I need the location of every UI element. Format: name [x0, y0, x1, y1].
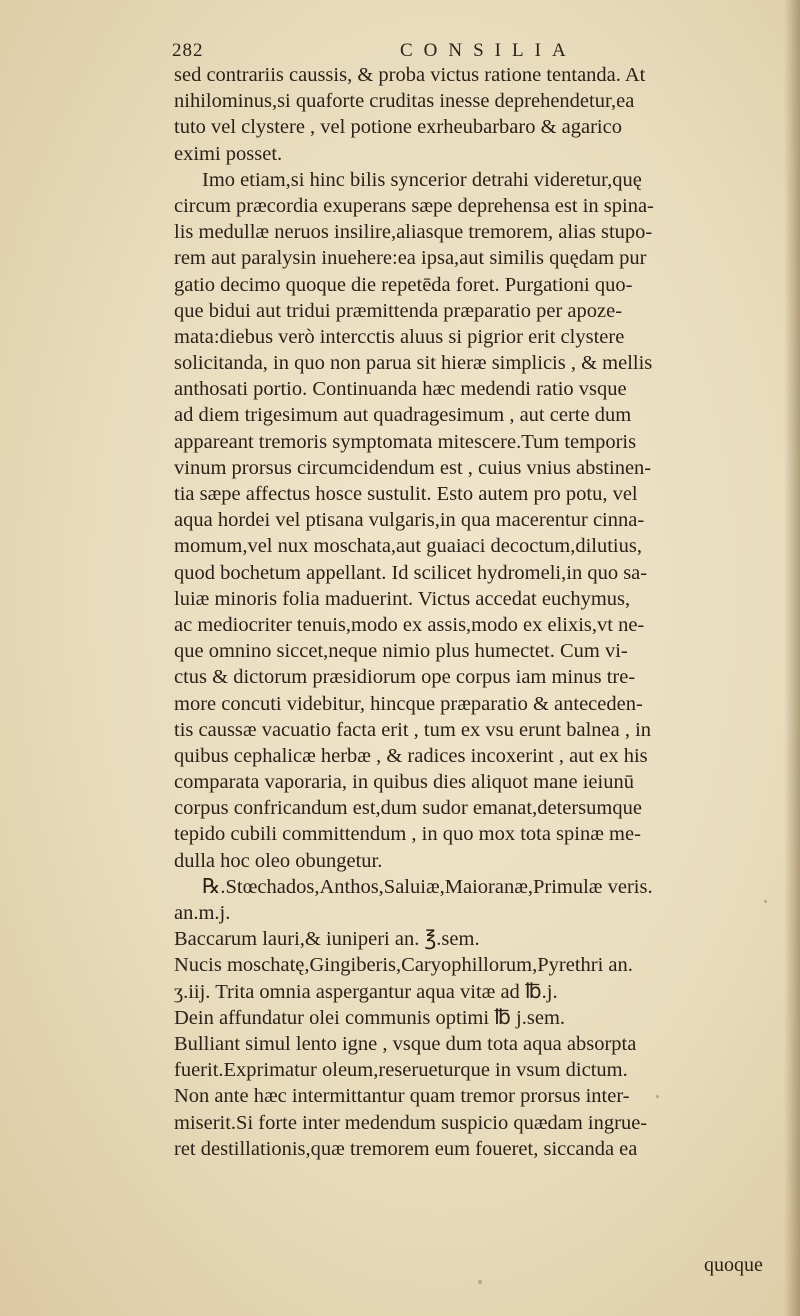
text-line: ctus & dictorum præsidiorum ope corpus iam minus tre-	[174, 666, 636, 689]
main-text	[174, 62, 794, 1162]
text-line: quod bochetum appellant. Id scilicet hydromeli,in quo sa-	[174, 561, 648, 584]
text-line: sed contrariis caussis, & proba victus ratione tentanda. At	[174, 64, 646, 86]
recipe-line: Bulliant simul lento igne , vsque dum tota aqua absorpta	[174, 1032, 637, 1055]
recipe-line: ʒ.iij. Trita omnia aspergantur aqua vitæ ad ℔.j.	[174, 980, 558, 1003]
text-line: tia sæpe affectus hosce sustulit. Esto autem pro potu, vel	[174, 483, 638, 505]
text-line: gatio decimo quoque die repetēda foret. Purgationi quo-	[174, 273, 633, 296]
text-line: que bidui aut tridui præmittenda præparatio per apoze-	[174, 299, 623, 322]
text-line: circum præcordia exuperans sæpe deprehensa est in spina-	[174, 194, 654, 217]
recipe-line: fuerit.Exprimatur oleum,reserueturque in vsum dictum.	[174, 1059, 628, 1082]
text-line: solicitanda, in quo non parua sit hieræ simplicis , & mellis	[174, 352, 653, 375]
text-line: tis caussæ vacuatio facta erit , tum ex vsu erunt balnea , in	[174, 718, 652, 741]
text-line: anthosati portio. Continuanda hæc medendi ratio vsque	[174, 378, 627, 401]
text-line: corpus confricandum est,dum sudor emanat,detersumque	[174, 797, 642, 820]
text-line: tepido cubili committendum , in quo mox tota spinæ me-	[174, 823, 641, 846]
text-line: que omnino siccet,neque nimio plus humectet. Cum vi-	[174, 640, 628, 663]
recipe-line: Nucis moschatę,Gingiberis,Caryophillorum,Pyrethri an.	[174, 954, 633, 977]
catchword: quoque	[704, 1254, 763, 1276]
text-line: appareant tremoris symptomata mitescere.Tum temporis	[174, 430, 637, 453]
text-line: mata:diebus verò intercctis aluus si pigrior erit clystere	[174, 325, 625, 348]
text-line: quibus cephalicæ herbæ , & radices incoxerint , aut ex his	[174, 744, 648, 767]
recipe-line: Baccarum lauri,& iuniperi an. ℥.sem.	[174, 928, 480, 951]
text-line: ac mediocriter tenuis,modo ex assis,modo ex elixis,vt ne-	[174, 613, 645, 636]
text-line: tuto vel clystere , vel potione exrheubarbaro & agarico	[174, 116, 622, 139]
recipe-line: Dein affundatur olei communis optimi ℔ j.sem.	[174, 1006, 566, 1029]
recipe-line: ℞.Stœchados,Anthos,Saluiæ,Maioranæ,Primulæ veris.	[202, 875, 653, 898]
text-line: Imo etiam,si hinc bilis syncerior detrahi videretur,quę	[202, 168, 642, 191]
text-line: dulla hoc oleo obungetur.	[174, 849, 383, 872]
text-line: miserit.Si forte inter medendum suspicio quædam ingrue-	[174, 1111, 648, 1134]
paper-speck	[764, 900, 767, 903]
text-line: lis medullæ neruos insilire,aliasque tremorem, alias stupo-	[174, 221, 653, 244]
text-line: rem aut paralysin inuehere:ea ipsa,aut similis quędam pur	[174, 247, 647, 270]
page-number: 282	[172, 40, 204, 61]
recipe-line: an.m.j.	[174, 902, 231, 924]
text-line: nihilominus,si quaforte cruditas inesse deprehendetur,ea	[174, 90, 635, 113]
text-line: momum,vel nux moschata,aut guaiaci decoctum,dilutius,	[174, 535, 642, 558]
text-line: more concuti videbitur, hincque præparatio & anteceden-	[174, 692, 643, 715]
paper-speck	[478, 1280, 482, 1284]
paper-speck	[656, 1095, 659, 1098]
text-line: ret destillationis,quæ tremorem eum foueret, siccanda ea	[174, 1137, 638, 1160]
text-line: luiæ minoris folia maduerint. Victus accedat euchymus,	[174, 587, 631, 610]
text-line: aqua hordei vel ptisana vulgaris,in qua macerentur cinna-	[174, 509, 645, 532]
text-line: eximi posset.	[174, 142, 283, 165]
running-title: CONSILIA	[400, 40, 577, 61]
page-header	[172, 40, 692, 62]
text-line: Non ante hæc intermittantur quam tremor prorsus inter-	[174, 1085, 630, 1108]
text-line: comparata vaporaria, in quibus dies aliquot mane ieiunū	[174, 771, 634, 794]
text-line: vinum prorsus circumcidendum est , cuius vnius abstinen-	[174, 456, 652, 479]
text-line: ad diem trigesimum aut quadragesimum , aut certe dum	[174, 404, 632, 427]
